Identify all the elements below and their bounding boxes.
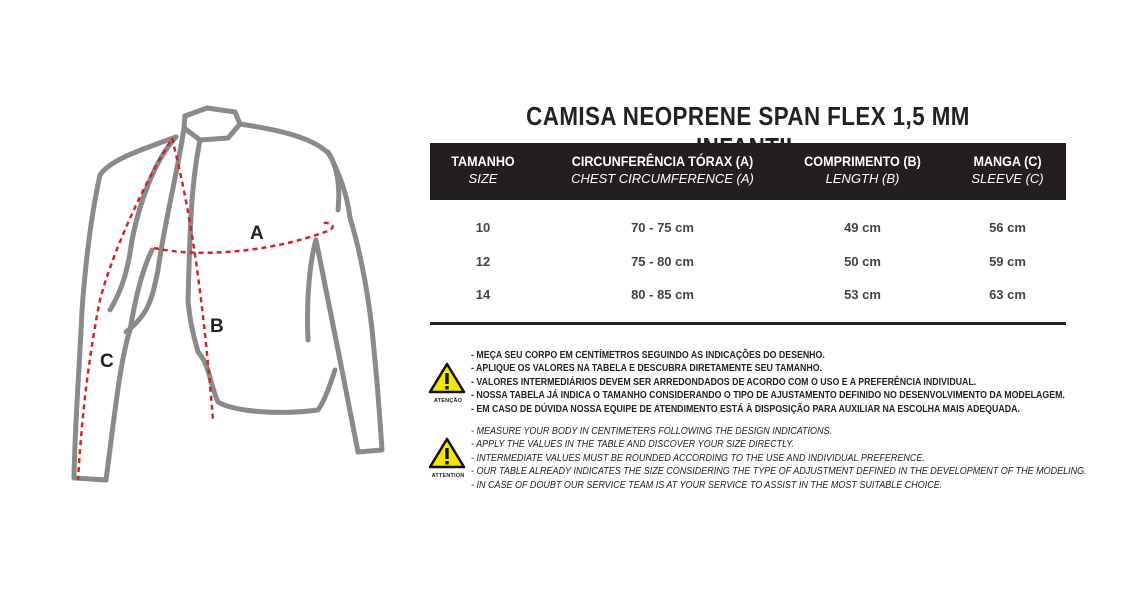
label-a: A — [250, 223, 264, 244]
note-line: - MEÇA SEU CORPO EM CENTÍMETROS SEGUINDO AS INDICAÇÕES DO DESENHO. — [471, 350, 825, 361]
table-row — [430, 287, 1066, 307]
measure-c-line — [78, 142, 170, 480]
cell-length: 49 cm — [844, 220, 881, 235]
cell-length: 53 cm — [844, 287, 881, 302]
note-line: - EM CASO DE DÚVIDA NOSSA EQUIPE DE ATENDIMENTO ESTÁ À DISPOSIÇÃO PARA AUXILIAR NA ESCOLHA MAIS ADEQUADA. — [471, 403, 1020, 415]
shirt-diagram — [60, 100, 400, 500]
notes-en — [471, 425, 1133, 492]
cell-size: 12 — [475, 254, 491, 269]
warning-pt — [428, 362, 468, 404]
note-line: - APPLY THE VALUES IN THE TABLE AND DISCOVER YOUR SIZE DIRECTLY. — [471, 439, 794, 451]
note-line: - APLIQUE OS VALORES NA TABELA E DESCUBRA DIRETAMENTE SEU TAMANHO. — [471, 363, 823, 375]
header-size: TAMANHO SIZE — [451, 153, 515, 186]
cell-sleeve: 59 cm — [989, 254, 1026, 269]
size-table-header — [430, 143, 1066, 200]
note-line: - MEASURE YOUR BODY IN CENTIMETERS FOLLOWING THE DESIGN INDICATIONS. — [471, 426, 833, 437]
notes-pt — [471, 349, 1133, 416]
warning-triangle-icon — [428, 437, 466, 469]
warning-triangle-icon — [428, 362, 466, 394]
note-line: - INTERMEDIATE VALUES MUST BE ROUNDED ACCORDING TO THE USE AND INDIVIDUAL PREFERENCE. — [471, 452, 925, 464]
header-length: COMPRIMENTO (B) LENGTH (B) — [804, 153, 921, 186]
measurement-lines — [78, 138, 333, 480]
note-line: - IN CASE OF DOUBT OUR SERVICE TEAM IS AT YOUR SERVICE TO ASSIST IN THE MOST SUITABLE CHOICE. — [471, 479, 943, 491]
page-title: CAMISA NEOPRENE SPAN FLEX 1,5 MM — [526, 101, 970, 131]
cell-sleeve: 63 cm — [989, 287, 1026, 302]
cell-chest: 80 - 85 cm — [631, 287, 694, 302]
header-chest: CIRCUNFERÊNCIA TÓRAX (A) CHEST CIRCUMFERENCE (A) — [571, 153, 754, 186]
note-line: - NOSSA TABELA JÁ INDICA O TAMANHO CONSIDERANDO O TIPO DE AJUSTAMENTO DEFINIDO NO DESENVOLVIMENTO DA MODELAGEM. — [471, 390, 1065, 402]
warning-label: ATENÇÃO — [433, 398, 463, 404]
cell-sleeve: 56 cm — [989, 220, 1026, 235]
cell-size: 14 — [475, 287, 491, 302]
table-bottom-rule — [430, 322, 1066, 325]
table-row — [430, 254, 1066, 274]
note-line: - OUR TABLE ALREADY INDICATES THE SIZE CONSIDERING THE TYPE OF ADJUSTMENT DEFINED IN THE DEVELOPMENT OF THE MODELING. — [471, 466, 1087, 478]
cell-chest: 70 - 75 cm — [631, 220, 694, 235]
note-line: - VALORES INTERMEDIÁRIOS DEVEM SER ARREDONDADOS DE ACORDO COM O USO E A PREFERÊNCIA INDIVIDUAL. — [471, 376, 977, 388]
warning-en — [428, 437, 468, 479]
cell-length: 50 cm — [844, 254, 881, 269]
cell-size: 10 — [475, 220, 491, 235]
header-sleeve: MANGA (C) SLEEVE (C) — [971, 153, 1044, 186]
table-row — [430, 220, 1066, 240]
label-c: C — [100, 351, 114, 372]
shirt-outline — [74, 108, 382, 480]
label-b: B — [210, 316, 224, 337]
warning-label: ATTENTION — [431, 473, 465, 479]
measure-a-line — [154, 223, 333, 253]
cell-chest: 75 - 80 cm — [631, 254, 694, 269]
